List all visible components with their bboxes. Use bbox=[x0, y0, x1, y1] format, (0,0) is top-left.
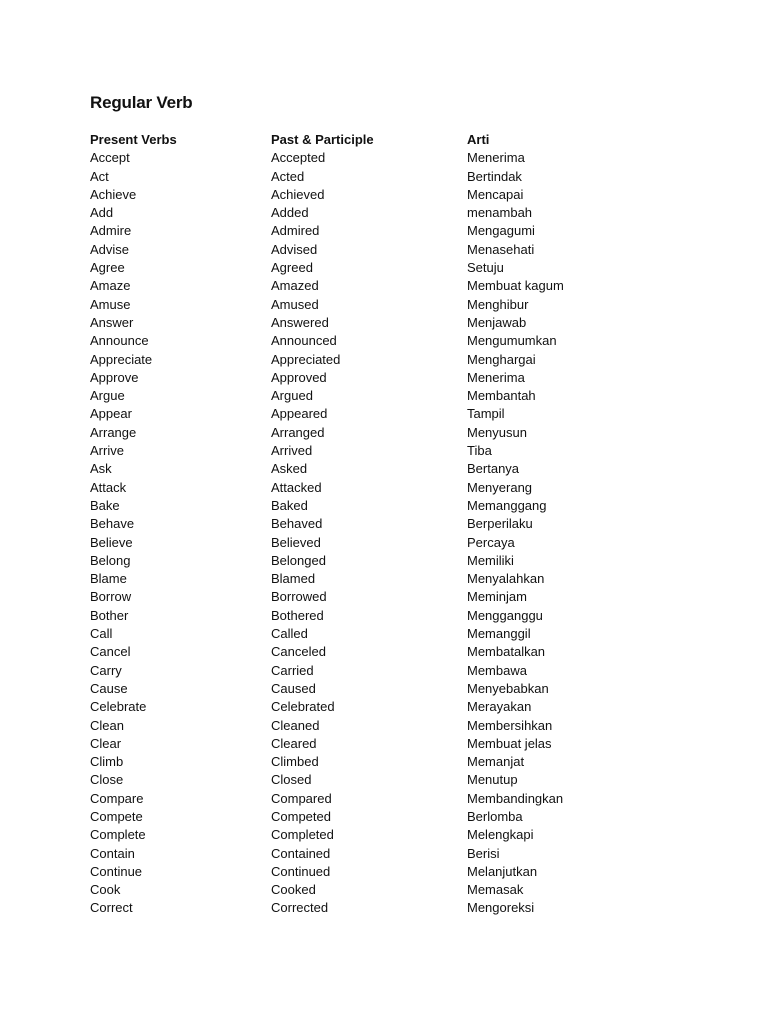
cell-present-verb: Bake bbox=[90, 497, 120, 513]
table-row bbox=[90, 790, 587, 808]
cell-present-verb: Arrive bbox=[90, 443, 124, 459]
table-row bbox=[90, 424, 587, 442]
cell-past-participle: Caused bbox=[271, 680, 316, 696]
table-row bbox=[90, 405, 587, 423]
cell-arti: Membuat kagum bbox=[467, 278, 564, 294]
cell-present-verb: Amuse bbox=[90, 296, 131, 312]
cell-present-verb: Cook bbox=[90, 882, 121, 898]
cell-past-participle: Agreed bbox=[271, 260, 313, 276]
cell-arti: Memanjat bbox=[467, 754, 525, 770]
cell-present-verb: Answer bbox=[90, 314, 134, 330]
cell-present-verb: Argue bbox=[90, 388, 125, 404]
cell-past-participle: Amused bbox=[271, 296, 319, 312]
cell-arti: Membersihkan bbox=[467, 717, 553, 733]
cell-present-verb: Agree bbox=[90, 260, 125, 276]
cell-past-participle: Baked bbox=[271, 497, 308, 513]
cell-arti: Tampil bbox=[467, 406, 505, 422]
cell-arti: Percaya bbox=[467, 534, 515, 550]
cell-present-verb: Attack bbox=[90, 479, 127, 495]
table-row bbox=[90, 771, 587, 789]
table-row bbox=[90, 717, 587, 735]
cell-present-verb: Clear bbox=[90, 735, 122, 751]
cell-arti: Bertanya bbox=[467, 461, 520, 477]
table-row bbox=[90, 588, 587, 606]
table-row bbox=[90, 241, 587, 259]
cell-past-participle: Compared bbox=[271, 790, 332, 806]
cell-past-participle: Climbed bbox=[271, 754, 319, 770]
cell-past-participle: Acted bbox=[271, 168, 305, 184]
table-row bbox=[90, 899, 587, 917]
cell-past-participle: Closed bbox=[271, 772, 312, 788]
table-row bbox=[90, 332, 587, 350]
cell-arti: Mengagumi bbox=[467, 223, 535, 239]
table-row bbox=[90, 277, 587, 295]
cell-past-participle: Argued bbox=[271, 388, 313, 404]
cell-arti: Berisi bbox=[467, 845, 500, 861]
cell-arti: Membandingkan bbox=[467, 790, 564, 806]
cell-arti: Menyalahkan bbox=[467, 571, 545, 587]
cell-present-verb: Approve bbox=[90, 369, 139, 385]
table-row bbox=[90, 460, 587, 478]
cell-present-verb: Amaze bbox=[90, 278, 131, 294]
cell-arti: Merayakan bbox=[467, 699, 532, 715]
table-body bbox=[90, 149, 587, 917]
cell-past-participle: Competed bbox=[271, 808, 331, 824]
cell-present-verb: Act bbox=[90, 168, 109, 184]
cell-arti: Membantah bbox=[467, 388, 536, 404]
cell-present-verb: Clean bbox=[90, 717, 124, 733]
cell-past-participle: Carried bbox=[271, 662, 314, 678]
cell-past-participle: Attacked bbox=[271, 479, 322, 495]
cell-past-participle: Answered bbox=[271, 314, 329, 330]
cell-present-verb: Admire bbox=[90, 223, 132, 239]
cell-arti: Melanjutkan bbox=[467, 863, 538, 879]
cell-arti: Setuju bbox=[467, 260, 504, 276]
cell-past-participle: Admired bbox=[271, 223, 320, 239]
table-row bbox=[90, 296, 587, 314]
cell-arti: Menutup bbox=[467, 772, 518, 788]
cell-present-verb: Arrange bbox=[90, 424, 137, 440]
cell-present-verb: Behave bbox=[90, 516, 135, 532]
table-row bbox=[90, 369, 587, 387]
cell-arti: Menyebabkan bbox=[467, 680, 549, 696]
cell-present-verb: Celebrate bbox=[90, 699, 147, 715]
table-row bbox=[90, 643, 587, 661]
cell-present-verb: Achieve bbox=[90, 186, 137, 202]
cell-past-participle: Believed bbox=[271, 534, 321, 550]
cell-past-participle: Approved bbox=[271, 369, 327, 385]
cell-arti: Membatalkan bbox=[467, 644, 546, 660]
cell-present-verb: Appreciate bbox=[90, 351, 153, 367]
cell-present-verb: Call bbox=[90, 626, 113, 642]
cell-arti: Berperilaku bbox=[467, 516, 533, 532]
cell-arti: Menerima bbox=[467, 150, 525, 166]
cell-present-verb: Climb bbox=[90, 754, 124, 770]
cell-arti: menambah bbox=[467, 205, 533, 221]
cell-past-participle: Asked bbox=[271, 461, 308, 477]
table-row bbox=[90, 735, 587, 753]
cell-present-verb: Announce bbox=[90, 333, 149, 349]
cell-past-participle: Bothered bbox=[271, 607, 324, 623]
table-row bbox=[90, 479, 587, 497]
cell-arti: Menghargai bbox=[467, 351, 536, 367]
cell-past-participle: Cooked bbox=[271, 882, 316, 898]
cell-past-participle: Canceled bbox=[271, 644, 326, 660]
cell-past-participle: Corrected bbox=[271, 900, 329, 916]
cell-present-verb: Bother bbox=[90, 607, 129, 623]
cell-present-verb: Carry bbox=[90, 662, 122, 678]
table-row bbox=[90, 753, 587, 771]
cell-present-verb: Belong bbox=[90, 552, 131, 568]
cell-past-participle: Continued bbox=[271, 863, 331, 879]
cell-past-participle: Accepted bbox=[271, 150, 326, 166]
cell-past-participle: Cleared bbox=[271, 735, 317, 751]
cell-present-verb: Continue bbox=[90, 863, 143, 879]
cell-arti: Menyerang bbox=[467, 479, 533, 495]
table-row bbox=[90, 808, 587, 826]
cell-past-participle: Contained bbox=[271, 845, 331, 861]
cell-present-verb: Close bbox=[90, 772, 124, 788]
table-row bbox=[90, 570, 587, 588]
cell-past-participle: Behaved bbox=[271, 516, 323, 532]
cell-arti: Tiba bbox=[467, 443, 492, 459]
cell-past-participle: Announced bbox=[271, 333, 337, 349]
cell-arti: Mencapai bbox=[467, 186, 524, 202]
table-row bbox=[90, 845, 587, 863]
cell-arti: Mengganggu bbox=[467, 607, 543, 623]
table-row bbox=[90, 607, 587, 625]
cell-present-verb: Add bbox=[90, 205, 114, 221]
cell-past-participle: Called bbox=[271, 626, 308, 642]
cell-arti: Melengkapi bbox=[467, 827, 534, 843]
header-arti: Arti bbox=[467, 132, 490, 147]
cell-present-verb: Believe bbox=[90, 534, 133, 550]
cell-arti: Menasehati bbox=[467, 241, 535, 257]
cell-arti: Menerima bbox=[467, 369, 525, 385]
cell-past-participle: Completed bbox=[271, 827, 334, 843]
table-row bbox=[90, 552, 587, 570]
table-row bbox=[90, 351, 587, 369]
table-row bbox=[90, 662, 587, 680]
cell-past-participle: Blamed bbox=[271, 571, 316, 587]
cell-present-verb: Contain bbox=[90, 845, 135, 861]
cell-present-verb: Blame bbox=[90, 571, 127, 587]
cell-present-verb: Complete bbox=[90, 827, 146, 843]
cell-past-participle: Borrowed bbox=[271, 589, 327, 605]
cell-present-verb: Correct bbox=[90, 900, 133, 916]
cell-arti: Membuat jelas bbox=[467, 735, 552, 751]
cell-past-participle: Amazed bbox=[271, 278, 319, 294]
cell-past-participle: Added bbox=[271, 205, 309, 221]
table-row bbox=[90, 680, 587, 698]
cell-arti: Menyusun bbox=[467, 424, 527, 440]
cell-present-verb: Accept bbox=[90, 150, 130, 166]
cell-past-participle: Cleaned bbox=[271, 717, 320, 733]
table-row bbox=[90, 222, 587, 240]
table-row bbox=[90, 204, 587, 222]
cell-past-participle: Appeared bbox=[271, 406, 328, 422]
table-row bbox=[90, 387, 587, 405]
cell-arti: Mengoreksi bbox=[467, 900, 535, 916]
table-row bbox=[90, 625, 587, 643]
cell-past-participle: Celebrated bbox=[271, 699, 335, 715]
cell-present-verb: Cause bbox=[90, 680, 128, 696]
cell-present-verb: Compare bbox=[90, 790, 144, 806]
cell-arti: Mengumumkan bbox=[467, 333, 557, 349]
table-row bbox=[90, 881, 587, 899]
cell-present-verb: Compete bbox=[90, 808, 143, 824]
table-row bbox=[90, 442, 587, 460]
cell-arti: Memanggil bbox=[467, 626, 531, 642]
cell-present-verb: Ask bbox=[90, 461, 112, 477]
cell-present-verb: Appear bbox=[90, 406, 132, 422]
table-row bbox=[90, 259, 587, 277]
cell-arti: Membawa bbox=[467, 662, 527, 678]
cell-arti: Menjawab bbox=[467, 314, 527, 330]
cell-arti: Memasak bbox=[467, 882, 524, 898]
cell-arti: Memiliki bbox=[467, 552, 514, 568]
header-present-verbs: Present Verbs bbox=[90, 132, 177, 147]
cell-past-participle: Belonged bbox=[271, 552, 326, 568]
table-row bbox=[90, 515, 587, 533]
table-row bbox=[90, 168, 587, 186]
table-header-row bbox=[90, 131, 587, 149]
document-title: Regular Verb bbox=[90, 93, 193, 112]
cell-past-participle: Arrived bbox=[271, 443, 313, 459]
table-row bbox=[90, 186, 587, 204]
table-row bbox=[90, 826, 587, 844]
cell-present-verb: Advise bbox=[90, 241, 130, 257]
verb-table bbox=[90, 131, 587, 918]
cell-arti: Menghibur bbox=[467, 296, 529, 312]
table-row bbox=[90, 863, 587, 881]
header-past-participle: Past & Participle bbox=[271, 132, 374, 147]
cell-arti: Memanggang bbox=[467, 497, 547, 513]
table-row bbox=[90, 149, 587, 167]
table-row bbox=[90, 497, 587, 515]
table-row bbox=[90, 314, 587, 332]
cell-past-participle: Arranged bbox=[271, 424, 325, 440]
cell-arti: Bertindak bbox=[467, 168, 522, 184]
cell-past-participle: Achieved bbox=[271, 186, 325, 202]
table-row bbox=[90, 698, 587, 716]
cell-arti: Berlomba bbox=[467, 808, 523, 824]
cell-past-participle: Appreciated bbox=[271, 351, 341, 367]
cell-arti: Meminjam bbox=[467, 589, 527, 605]
cell-past-participle: Advised bbox=[271, 241, 318, 257]
table-row bbox=[90, 534, 587, 552]
cell-present-verb: Borrow bbox=[90, 589, 132, 605]
cell-present-verb: Cancel bbox=[90, 644, 131, 660]
